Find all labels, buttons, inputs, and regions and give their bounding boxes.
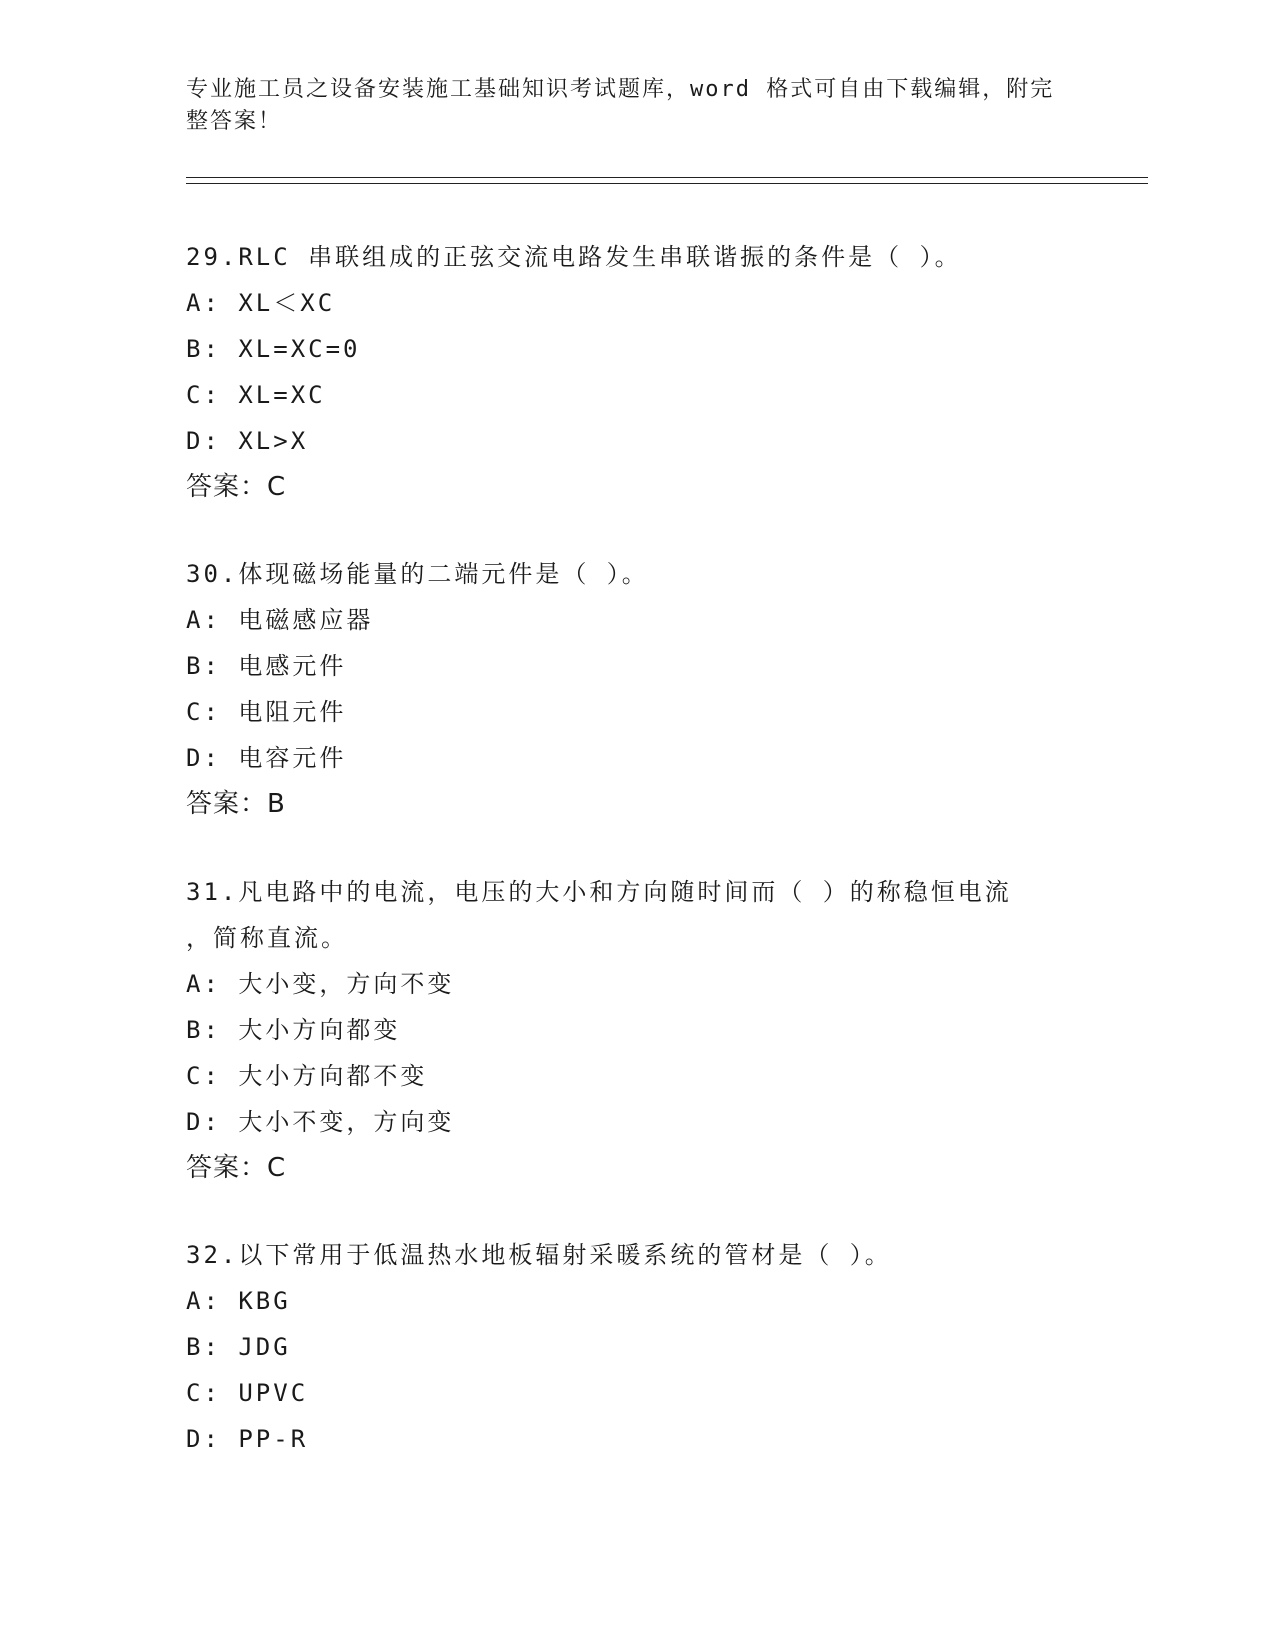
header-line-2: 整答案！: [186, 109, 283, 134]
option-d: D: PP-R: [186, 1425, 309, 1453]
question-29: [186, 234, 1086, 510]
option-c: C: XL=XC: [186, 381, 326, 409]
question-title-line-1: 31.凡电路中的电流，电压的大小和方向随时间而（ ）的称稳恒电流: [186, 878, 1012, 906]
question-title: 32.以下常用于低温热水地板辐射采暖系统的管材是（ ）。: [186, 1241, 892, 1269]
option-a: A: KBG: [186, 1287, 291, 1315]
option-d: D: XL>X: [186, 427, 309, 455]
option-c: C: 电阻元件: [186, 698, 347, 726]
header-divider-bottom: [186, 183, 1148, 184]
question-title: 30.体现磁场能量的二端元件是（ ）。: [186, 560, 649, 588]
question-title-line-2: ，简称直流。: [186, 924, 348, 952]
option-c: C: 大小方向都不变: [186, 1062, 428, 1090]
option-d: D: 电容元件: [186, 744, 347, 772]
header-divider-top: [186, 177, 1148, 178]
answer: 答案：B: [186, 789, 286, 819]
option-b: B: XL=XC=0: [186, 335, 361, 363]
option-b: B: 电感元件: [186, 652, 347, 680]
question-32: [186, 1232, 1086, 1462]
question-30: [186, 551, 1086, 827]
answer: 答案：C: [186, 472, 287, 502]
option-a: A: XL＜XC: [186, 289, 336, 317]
option-d: D: 大小不变，方向变: [186, 1108, 455, 1136]
header-line-1: 专业施工员之设备安装施工基础知识考试题库，word 格式可自由下载编辑，附完: [186, 77, 1055, 102]
option-a: A: 电磁感应器: [186, 606, 374, 634]
answer: 答案：C: [186, 1153, 287, 1183]
option-c: C: UPVC: [186, 1379, 309, 1407]
option-b: B: JDG: [186, 1333, 291, 1361]
question-31: [186, 869, 1086, 1191]
document-header: [186, 74, 1066, 138]
option-a: A: 大小变，方向不变: [186, 970, 455, 998]
question-title: 29.RLC 串联组成的正弦交流电路发生串联谐振的条件是（ ）。: [186, 243, 962, 271]
option-b: B: 大小方向都变: [186, 1016, 401, 1044]
